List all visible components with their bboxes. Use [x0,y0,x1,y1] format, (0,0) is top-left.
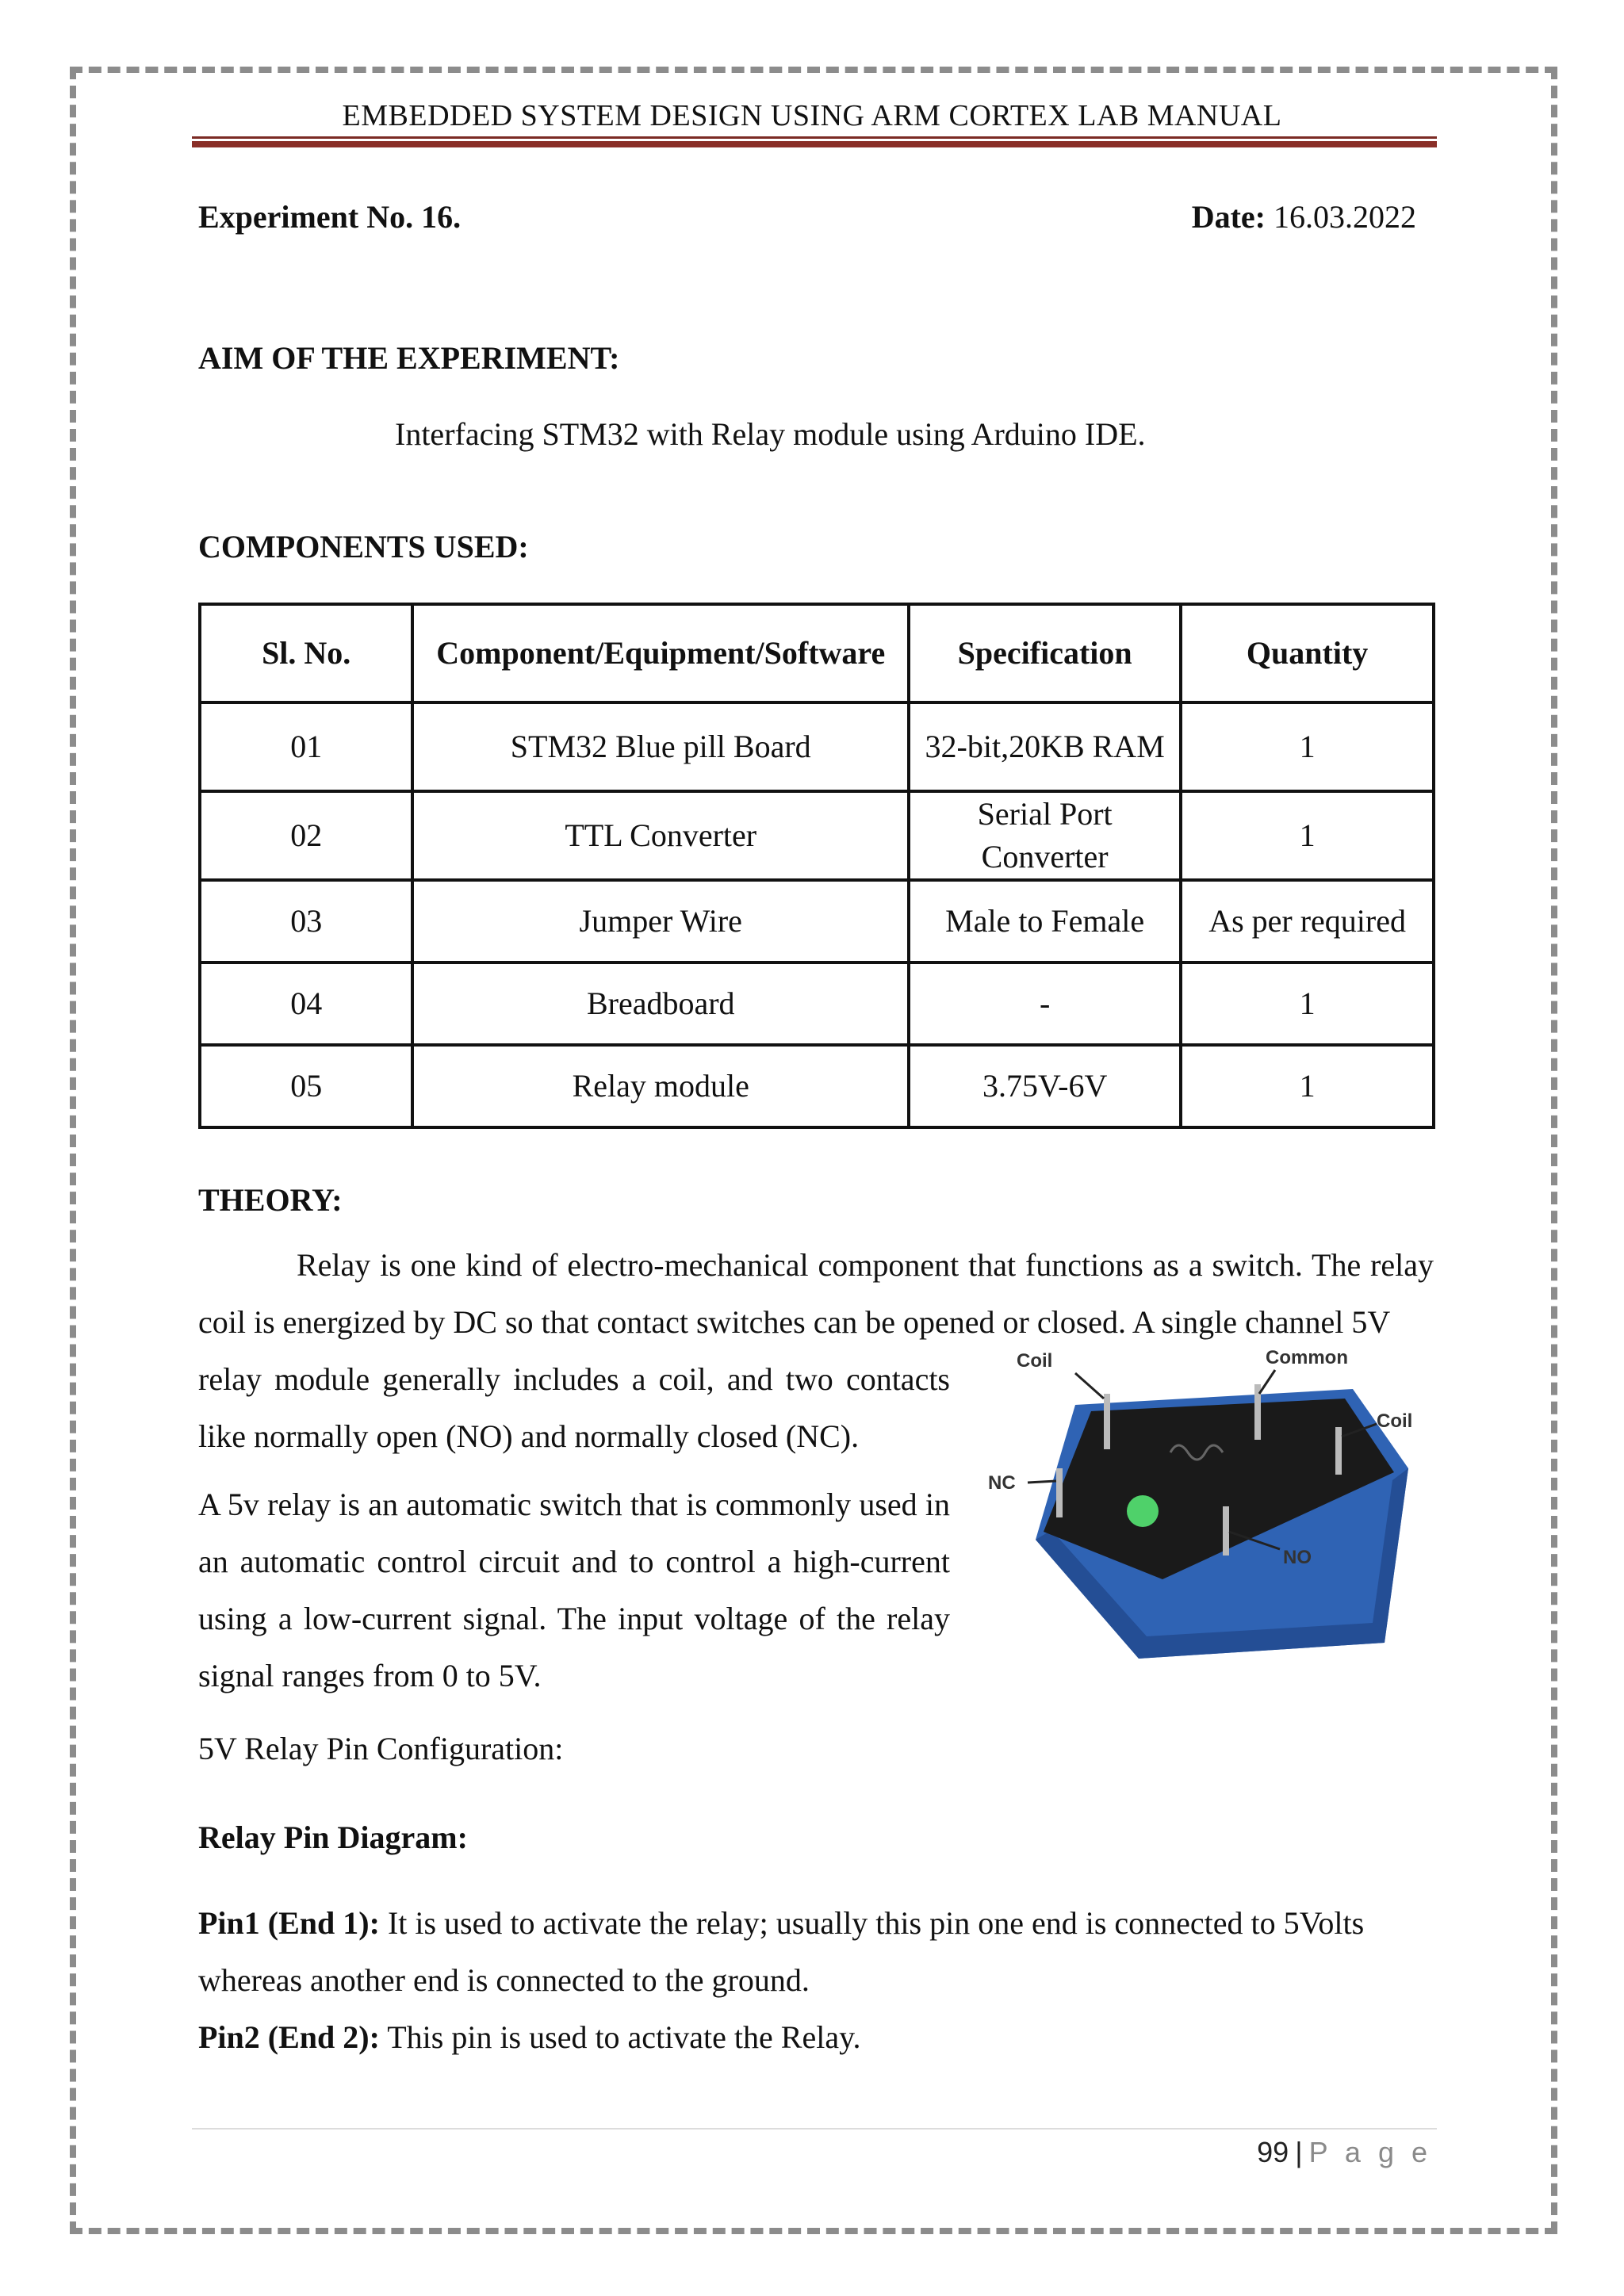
pin2-text: This pin is used to activate the Relay. [379,2019,861,2055]
table-row [200,1045,1434,1127]
page-word: P a g e [1308,2136,1432,2168]
pin-no [1223,1506,1229,1556]
table-cell: 1 [1181,791,1434,880]
table-cell: Male to Female [909,880,1181,962]
column-header: Specification [909,604,1181,702]
table-row [200,880,1434,962]
table-cell: 01 [200,702,412,791]
pin1-description [198,1895,1434,2009]
date-label: Date: [1191,199,1266,235]
pin-coil-right [1335,1427,1342,1475]
table-header-row [200,604,1434,702]
label-nc: NC [988,1472,1016,1494]
table-cell: - [909,962,1181,1045]
table-cell: STM32 Blue pill Board [412,702,909,791]
header-rule-thick [192,141,1437,147]
table-cell: Relay module [412,1045,909,1127]
header-rule [192,136,1437,139]
pin1-label: Pin1 (End 1): [198,1905,380,1941]
theory-paragraph-1: Relay is one kind of electro-mechanical component that functions as a switch. The relay coil is energized by DC so that contact switches can be opened or closed. A single channel 5V [198,1247,1434,1340]
table-cell: 1 [1181,702,1434,791]
table-cell: 05 [200,1045,412,1127]
date-value: 16.03.2022 [1274,199,1416,235]
table-row [200,962,1434,1045]
table-cell: As per required [1181,880,1434,962]
leader-line [1028,1481,1056,1483]
aim-text: Interfacing STM32 with Relay module using Arduino IDE. [395,416,1146,452]
experiment-number: Experiment No. 16. [198,199,462,235]
table-cell: 1 [1181,962,1434,1045]
theory-paragraph-1-continued: relay module generally includes a coil, and two contacts like normally open (NO) and normally closed (NC). [198,1361,950,1454]
label-coil-right: Coil [1377,1410,1413,1432]
label-no: NO [1283,1547,1312,1568]
label-common: Common [1266,1347,1348,1368]
pin-nc [1056,1468,1063,1517]
table-cell: Jumper Wire [412,880,909,962]
column-header: Component/Equipment/Software [412,604,909,702]
green-dot [1127,1495,1159,1527]
table-row [200,702,1434,791]
table-row [200,791,1434,880]
column-header: Quantity [1181,604,1434,702]
page-number: 99 [1257,2136,1289,2168]
table-cell: 3.75V-6V [909,1045,1181,1127]
pin2-label: Pin2 (End 2): [198,2019,380,2055]
components-table [198,603,1435,1129]
pin1-text: It is used to activate the relay; usually this pin one end is connected to 5Volts whereas another end is connected to the ground. [198,1905,1365,1998]
table-cell: 02 [200,791,412,880]
pin-coil-left [1104,1394,1110,1449]
running-header: EMBEDDED SYSTEM DESIGN USING ARM CORTEX LAB MANUAL [342,99,1282,132]
experiment-date [1192,198,1416,235]
theory-paragraph-2: A 5v relay is an automatic switch that is commonly used in an automatic control circuit and to control a high-current using a low-current signal. The input voltage of the relay signal ranges from 0 to 5V. [198,1487,950,1693]
table-cell: 03 [200,880,412,962]
pin-configuration-text: 5V Relay Pin Configuration: [198,1731,564,1766]
table-cell: 04 [200,962,412,1045]
page-footer [1257,2136,1432,2169]
leader-line [1259,1370,1275,1394]
table-cell: TTL Converter [412,791,909,880]
leader-line [1075,1373,1104,1399]
table-cell: Breadboard [412,962,909,1045]
relay-image [980,1341,1424,1674]
pin2-description [198,2009,1434,2066]
components-heading: COMPONENTS USED: [198,529,529,564]
table-cell: 1 [1181,1045,1434,1127]
pin-diagram-heading: Relay Pin Diagram: [198,1820,468,1855]
column-header: Sl. No. [200,604,412,702]
table-cell: 32-bit,20KB RAM [909,702,1181,791]
footer-separator: | [1295,2136,1303,2168]
label-coil-left: Coil [1017,1350,1053,1372]
table-cell: Serial Port Converter [909,791,1181,880]
theory-heading: THEORY: [198,1182,343,1218]
footer-rule [192,2128,1437,2130]
aim-heading: AIM OF THE EXPERIMENT: [198,340,620,376]
